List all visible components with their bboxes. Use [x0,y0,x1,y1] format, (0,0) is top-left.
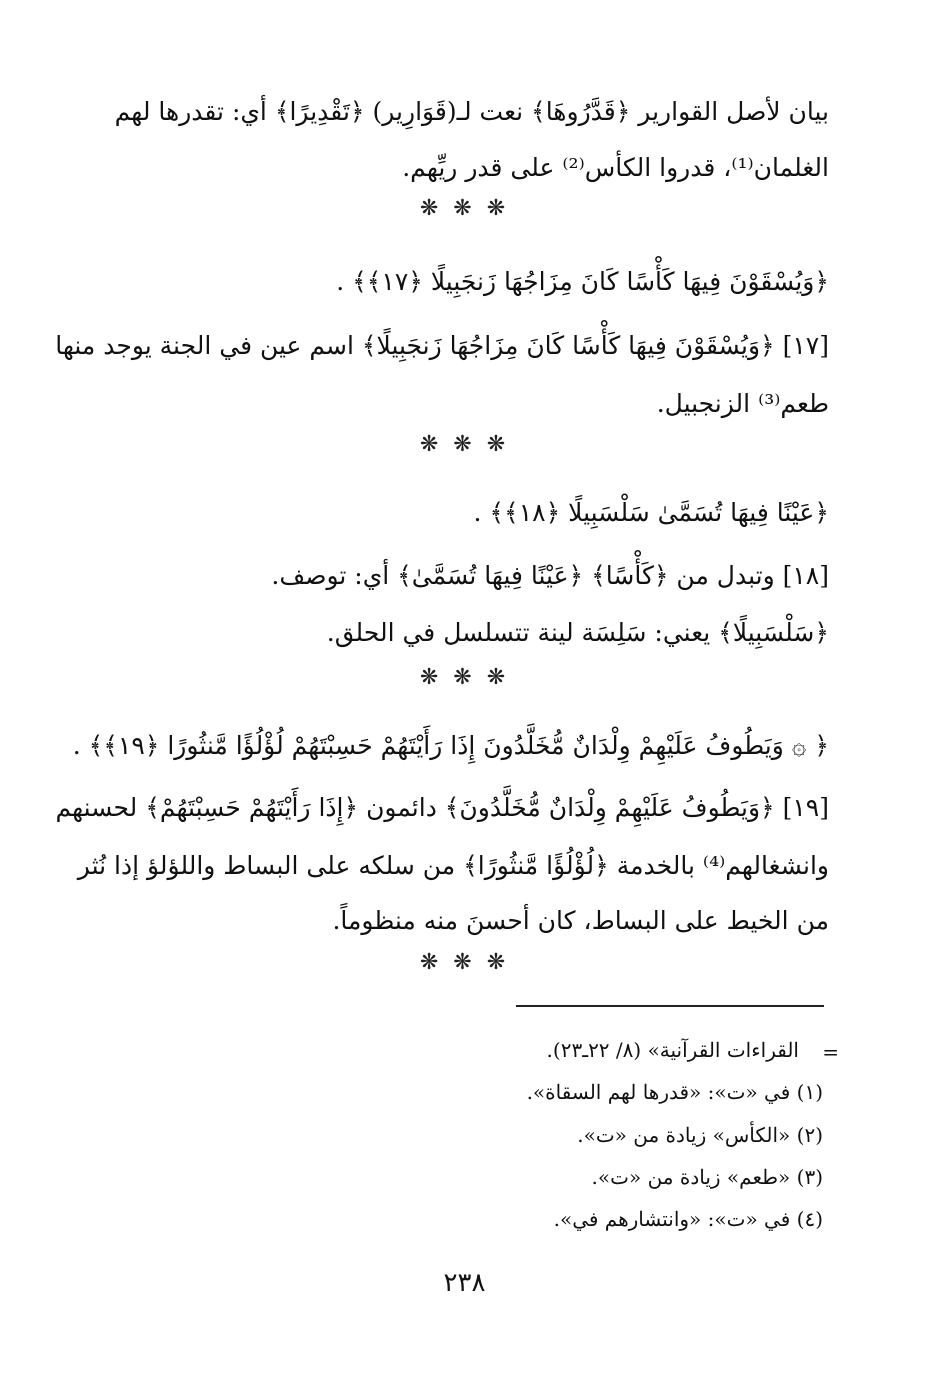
footnote-2: (٢) «الكأس» زيادة من «ت». [577,1123,823,1147]
body-line-5: [١٨] وتبدل من ﴿كَأْسًا﴾ ﴿عَيْنًا فِيهَا تُسَمَّىٰ﴾ أي: توصف. [271,561,829,590]
section-separator-4: ❋ ❋ ❋ [419,950,510,975]
footnote-1: (١) في «ت»: «قدرها لهم السقاة». [526,1080,823,1104]
verse-17: ﴿وَيُسْقَوْنَ فِيهَا كَأْسًا كَانَ مِزَاجُهَا زَنجَبِيلًا ﴿١٧﴾﴾ . [336,267,829,296]
body-line-2: الغلمان⁽¹⁾، قدروا الكأس⁽²⁾ على قدر ريِّهم. [402,153,829,182]
body-line-4: طعم⁽³⁾ الزنجبيل. [656,389,829,418]
body-line-8: وانشغالهم⁽⁴⁾ بالخدمة ﴿لُؤْلُؤًا مَّنثُورًا﴾ من سلكه على البساط واللؤلؤ إذا نُثر [77,851,829,880]
verse-18: ﴿عَيْنًا فِيهَا تُسَمَّىٰ سَلْسَبِيلًا ﴿١٨﴾﴾ . [473,498,829,527]
section-separator-1: ❋ ❋ ❋ [419,196,510,221]
body-line-3: [١٧] ﴿وَيُسْقَوْنَ فِيهَا كَأْسًا كَانَ مِزَاجُهَا زَنجَبِيلًا﴾ اسم عين في الجنة يوجد منها [55,331,829,360]
section-separator-2: ❋ ❋ ❋ [419,432,510,457]
footnote-continuation: القراءات القرآنية» (٨/ ٢٢ـ٢٣). [546,1038,799,1062]
verse-19: ﴿ ۞ وَيَطُوفُ عَلَيْهِمْ وِلْدَانٌ مُّخَلَّدُونَ إِذَا رَأَيْتَهُمْ حَسِبْتَهُمْ لُؤْلُؤًا مَّنثُورًا ﴿١٩﴾﴾ . [72,731,829,760]
body-line-9: من الخيط على البساط، كان أحسنَ منه منظوماً. [332,906,829,935]
footnote-divider [516,1005,824,1007]
footnote-3: (٣) «طعم» زيادة من «ت». [591,1165,823,1189]
page-number: ٢٣٨ [443,1268,486,1298]
body-line-1: بيان لأصل القوارير ﴿قَدَّرُوهَا﴾ نعت لـ(قَوَارِير) ﴿تَقْدِيرًا﴾ أي: تقدرها لهم [114,97,829,126]
body-line-6: ﴿سَلْسَبِيلًا﴾ يعني: سَلِسَة لينة تتسلسل في الحلق. [326,618,829,647]
footnote-continuation-mark: = [822,1040,839,1064]
body-line-7: [١٩] ﴿وَيَطُوفُ عَلَيْهِمْ وِلْدَانٌ مُّخَلَّدُونَ﴾ دائمون ﴿إِذَا رَأَيْتَهُمْ حَسِبْتَهُمْ﴾ لحسنهم [55,793,829,822]
footnote-4: (٤) في «ت»: «وانتشارهم في». [553,1207,823,1231]
section-separator-3: ❋ ❋ ❋ [419,665,510,690]
